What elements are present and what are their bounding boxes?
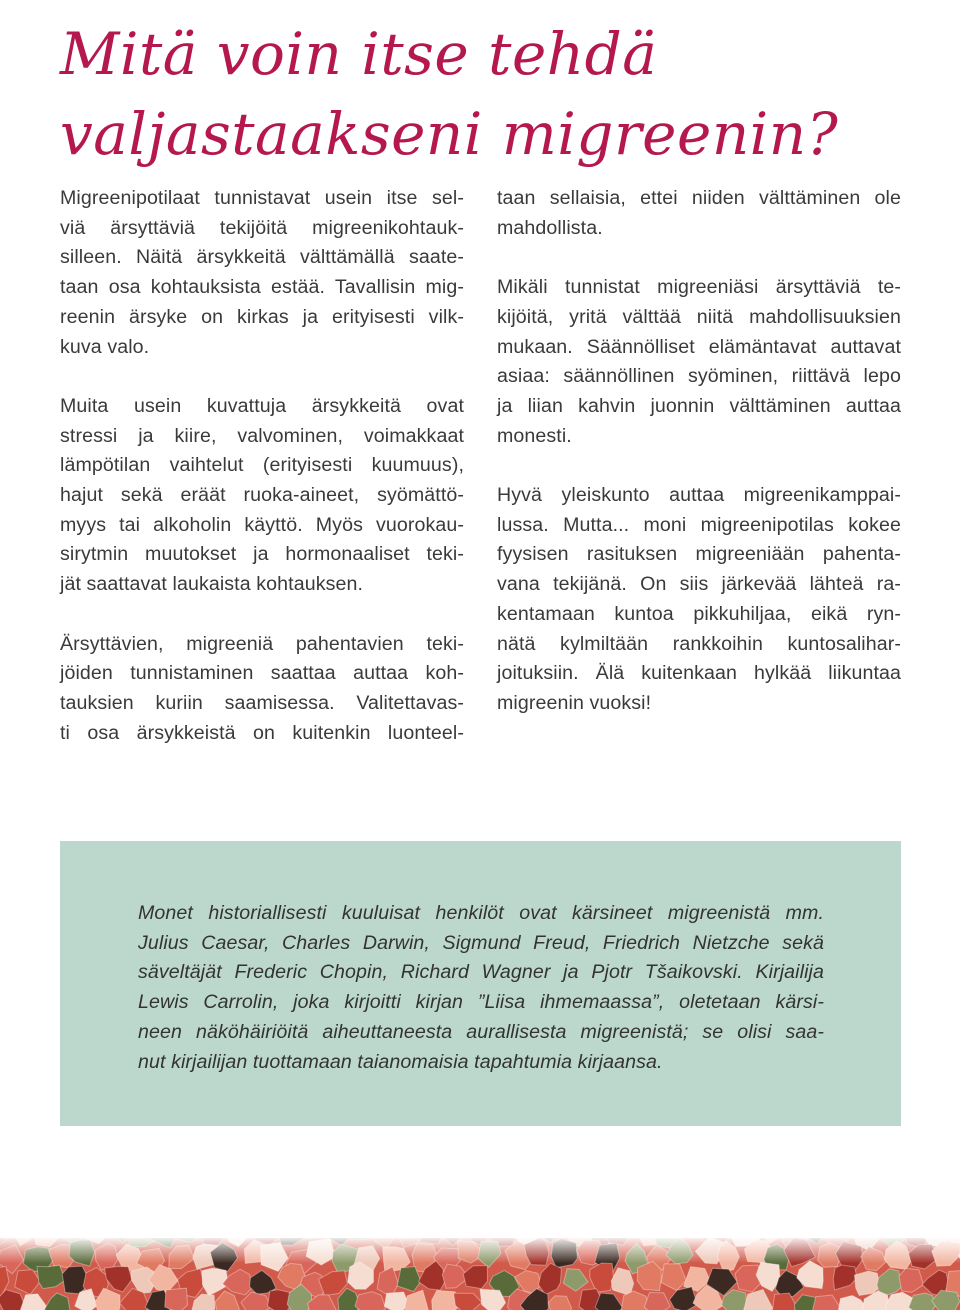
page-title-line-2: valjastaakseni migreenin? (60, 100, 839, 168)
paragraph (60, 630, 464, 749)
text-line: joituksiin. Älä kuitenkaan hylkää liikuntaa (497, 662, 901, 685)
text-line: vana tekijänä. On siis järkevää lähteä ra- (497, 573, 901, 596)
info-line: Julius Caesar, Charles Darwin, Sigmund Freud, Friedrich Nietzche sekä (138, 931, 824, 954)
info-line: säveltäjät Frederic Chopin, Richard Wagner ja Pjotr Tšaikovski. Kirjailija (138, 961, 824, 984)
text-line: hajut sekä eräät ruoka-aineet, syömättö- (60, 484, 464, 507)
info-line: Monet historiallisesti kuuluisat henkilöt ovat kärsineet migreenistä mm. (138, 902, 824, 924)
text-line: ja liian kahvin juonnin välttäminen auttaa (497, 394, 901, 417)
info-box-text (138, 899, 824, 1077)
text-line: kentamaan kuntoa pikkuhiljaa, eikä ryn- (497, 602, 901, 625)
text-line: viä ärsyttäviä tekijöitä migreenikohtauk- (60, 216, 464, 239)
right-column (497, 184, 901, 719)
text-line: Ärsyttävien, migreeniä pahentavien teki- (60, 632, 464, 655)
text-line: Migreenipotilaat tunnistavat usein itse sel- (60, 187, 464, 209)
text-line: ti osa ärsykkeistä on kuitenkin luonteel- (60, 721, 464, 744)
mosaic-border-image (0, 1238, 960, 1310)
text-line: nätä kylmiltään rankkoihin kuntosalihar- (497, 632, 901, 655)
text-line: lussa. Mutta... moni migreenipotilas kokee (497, 513, 901, 536)
paragraph (497, 481, 901, 719)
text-line: migreenin vuoksi! (497, 691, 652, 714)
text-line: myys tai alkoholin käyttö. Myös vuorokau- (60, 513, 464, 536)
info-line: neen näköhäiriöitä aiheuttaneesta aurallisesta migreenistä; se olisi saa- (138, 1020, 824, 1043)
text-line: mukaan. Säännölliset elämäntavat auttavat (497, 335, 901, 358)
page-title (60, 14, 920, 174)
left-column (60, 184, 464, 748)
paragraph (60, 392, 464, 600)
text-line: kijöitä, yritä välttää niitä mahdollisuuksien (497, 305, 901, 328)
text-line: Hyvä yleiskunto auttaa migreenikamppai- (497, 484, 901, 506)
paragraph (497, 273, 901, 451)
paragraph (497, 184, 901, 243)
page-title-line-1: Mitä voin itse tehdä (60, 20, 658, 88)
text-line: jät saattavat laukaista kohtauksen. (60, 573, 364, 596)
text-line: kuva valo. (60, 335, 150, 358)
text-line: asiaa: säännöllinen syöminen, riittävä lepo (497, 365, 901, 388)
text-line: Muita usein kuvattuja ärsykkeitä ovat (60, 394, 464, 417)
text-line: stressi ja kiire, valvominen, voimakkaat (60, 424, 464, 447)
text-line: sirytmin muutokset ja hormonaaliset teki- (60, 543, 464, 566)
text-line: silleen. Näitä ärsykkeitä välttämällä saate- (60, 246, 464, 269)
info-box (60, 841, 901, 1126)
text-line: fyysisen rasituksen migreeniään pahenta- (497, 543, 901, 566)
info-line: Lewis Carrolin, joka kirjoitti kirjan ”Liisa ihmemaassa”, oletetaan kärsi- (138, 991, 824, 1014)
text-line: taan sellaisia, ettei niiden välttäminen ole (497, 187, 901, 209)
text-line: monesti. (497, 424, 572, 447)
text-line: mahdollista. (497, 216, 603, 239)
text-line: Mikäli tunnistat migreeniäsi ärsyttäviä te- (497, 276, 901, 299)
text-line: lämpötilan vaihtelut (erityisesti kuumuus), (60, 454, 464, 477)
paragraph (60, 184, 464, 362)
text-line: jöiden tunnistaminen saattaa auttaa koh- (60, 662, 464, 685)
text-line: reenin ärsyke on kirkas ja erityisesti vilk- (60, 305, 464, 328)
text-line: taan osa kohtauksista estää. Tavallisin mig- (60, 276, 464, 299)
text-line: tauksien kuriin saamisessa. Valitettavas- (60, 691, 464, 714)
info-line: nut kirjailijan tuottamaan taianomaisia tapahtumia kirjaansa. (138, 1050, 663, 1073)
